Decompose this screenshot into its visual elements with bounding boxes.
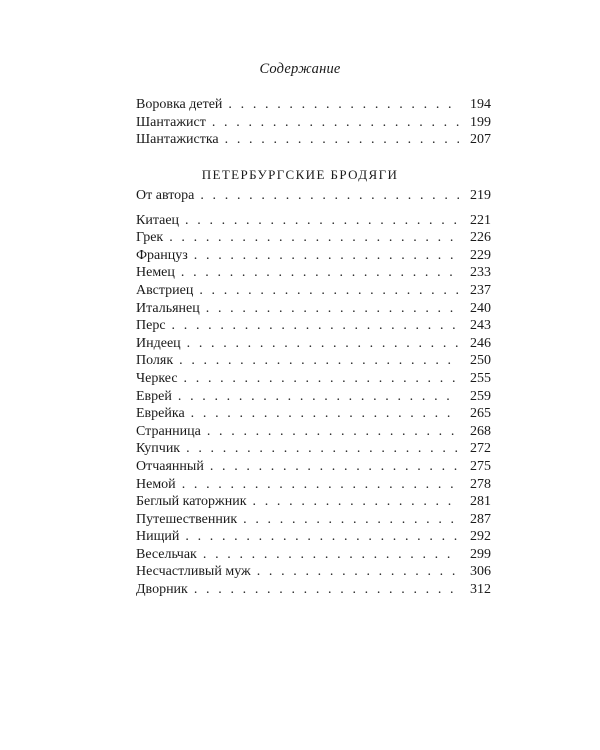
leader-dots xyxy=(172,317,459,335)
toc-entry xyxy=(136,440,491,458)
toc-entry xyxy=(136,352,491,370)
leader-dots xyxy=(194,247,459,265)
toc-entry-title: Еврейка xyxy=(136,406,185,422)
toc-entry-title: Купчик xyxy=(136,441,181,457)
toc-entry-page: 250 xyxy=(470,353,491,369)
toc-entry-title: Австриец xyxy=(136,282,194,298)
toc-entry xyxy=(136,131,491,149)
toc-entry-page: 240 xyxy=(470,300,491,316)
toc-entry-title: Путешественник xyxy=(136,511,238,527)
toc-entry-title: Несчастливый муж xyxy=(136,564,251,580)
leader-dots xyxy=(199,282,459,300)
toc-entry-title: Воровка детей xyxy=(136,97,223,112)
leader-dots xyxy=(187,335,459,353)
toc-entry-title: Еврей xyxy=(136,388,172,404)
toc-entry-title: Странница xyxy=(136,423,201,439)
toc-entry-page: 219 xyxy=(470,188,491,203)
toc-entry-title: Немец xyxy=(136,265,175,281)
toc-entry xyxy=(136,423,491,441)
toc-entry xyxy=(136,388,491,406)
toc-entry-page: 221 xyxy=(470,212,491,228)
leader-dots xyxy=(210,458,459,476)
toc-entry-page: 255 xyxy=(470,370,491,386)
leader-dots xyxy=(181,264,459,282)
toc-entry-page: 243 xyxy=(470,318,491,334)
toc-entry-title: Отчаянный xyxy=(136,458,204,474)
leader-dots xyxy=(185,528,459,546)
toc-top-list xyxy=(136,96,491,149)
toc-entry xyxy=(136,493,491,511)
toc-entry-page: 246 xyxy=(470,335,491,351)
toc-entry xyxy=(136,300,491,318)
leader-dots xyxy=(179,352,459,370)
toc-entry xyxy=(136,335,491,353)
toc-entry-page: 207 xyxy=(470,132,491,148)
leader-dots xyxy=(194,581,459,599)
leader-dots xyxy=(207,423,459,441)
toc-entry-title: Грек xyxy=(136,230,164,246)
toc-entry-page: 306 xyxy=(470,564,491,580)
leader-dots xyxy=(257,563,459,581)
toc-entry-page: 226 xyxy=(470,230,491,246)
toc-entry-title: Перс xyxy=(136,318,166,334)
leader-dots xyxy=(185,212,459,230)
toc-entry-page: 275 xyxy=(470,458,491,474)
leader-dots xyxy=(200,187,459,205)
toc-entry xyxy=(136,370,491,388)
toc-entry-title: Индеец xyxy=(136,335,181,351)
spacer xyxy=(136,205,491,212)
toc-entry xyxy=(136,528,491,546)
toc-entry-title: Весельчак xyxy=(136,546,197,562)
toc-entry-title: Шантажистка xyxy=(136,132,219,148)
toc-entry-page: 281 xyxy=(470,494,491,510)
toc-entry-page: 278 xyxy=(470,476,491,492)
toc-entry-page: 312 xyxy=(470,582,491,598)
leader-dots xyxy=(206,300,459,318)
toc-entry-page: 292 xyxy=(470,529,491,545)
toc-entry-title: Немой xyxy=(136,476,176,492)
toc-entry-title: Поляк xyxy=(136,353,174,369)
toc-entry xyxy=(136,581,491,599)
toc-entry xyxy=(136,264,491,282)
section-title: ПЕТЕРБУРГСКИЕ БРОДЯГИ xyxy=(201,167,399,182)
toc-entry-page: 237 xyxy=(470,282,491,298)
toc-section-entries xyxy=(136,212,491,599)
leader-dots xyxy=(228,96,459,114)
leader-dots xyxy=(191,405,459,423)
toc-entry-intro xyxy=(136,187,491,205)
running-head: Содержание xyxy=(259,61,341,77)
toc-entry-page: 287 xyxy=(470,511,491,527)
toc-entry xyxy=(136,405,491,423)
toc-entry-page: 299 xyxy=(470,546,491,562)
toc-entry xyxy=(136,229,491,247)
toc-entry xyxy=(136,511,491,529)
leader-dots xyxy=(212,114,459,132)
toc-entry-title: Беглый каторжник xyxy=(136,494,247,510)
toc-entry xyxy=(136,546,491,564)
leader-dots xyxy=(225,131,459,149)
leader-dots xyxy=(178,388,459,406)
toc-entry-title: Нищий xyxy=(136,529,180,545)
toc-entry-page: 229 xyxy=(470,247,491,263)
toc-entry-title: Китаец xyxy=(136,212,180,228)
toc-entry xyxy=(136,476,491,494)
toc-entry xyxy=(136,114,491,132)
toc-entry xyxy=(136,458,491,476)
toc-entry xyxy=(136,317,491,335)
leader-dots xyxy=(169,229,459,247)
toc-section-list xyxy=(136,187,491,599)
leader-dots xyxy=(182,476,459,494)
toc-entry-title: Итальянец xyxy=(136,300,200,316)
toc-entry-page: 268 xyxy=(470,423,491,439)
toc-entry-page: 233 xyxy=(470,265,491,281)
toc-entry-page: 259 xyxy=(470,388,491,404)
leader-dots xyxy=(186,440,459,458)
toc-entry xyxy=(136,247,491,265)
toc-entry-title: Дворник xyxy=(136,582,188,598)
leader-dots xyxy=(203,546,459,564)
toc-entry-title: От автора xyxy=(136,188,195,203)
leader-dots xyxy=(243,511,459,529)
toc-entry-title: Француз xyxy=(136,247,188,263)
toc-entry xyxy=(136,212,491,230)
toc-entry-page: 199 xyxy=(470,114,491,130)
toc-entry-title: Шантажист xyxy=(136,114,206,130)
toc-entry xyxy=(136,96,491,114)
toc-entry xyxy=(136,282,491,300)
leader-dots xyxy=(184,370,459,388)
toc-entry-page: 194 xyxy=(470,97,491,112)
toc-entry-page: 265 xyxy=(470,406,491,422)
toc-entry-title: Черкес xyxy=(136,370,178,386)
toc-entry xyxy=(136,563,491,581)
leader-dots xyxy=(253,493,459,511)
toc-entry-page: 272 xyxy=(470,441,491,457)
